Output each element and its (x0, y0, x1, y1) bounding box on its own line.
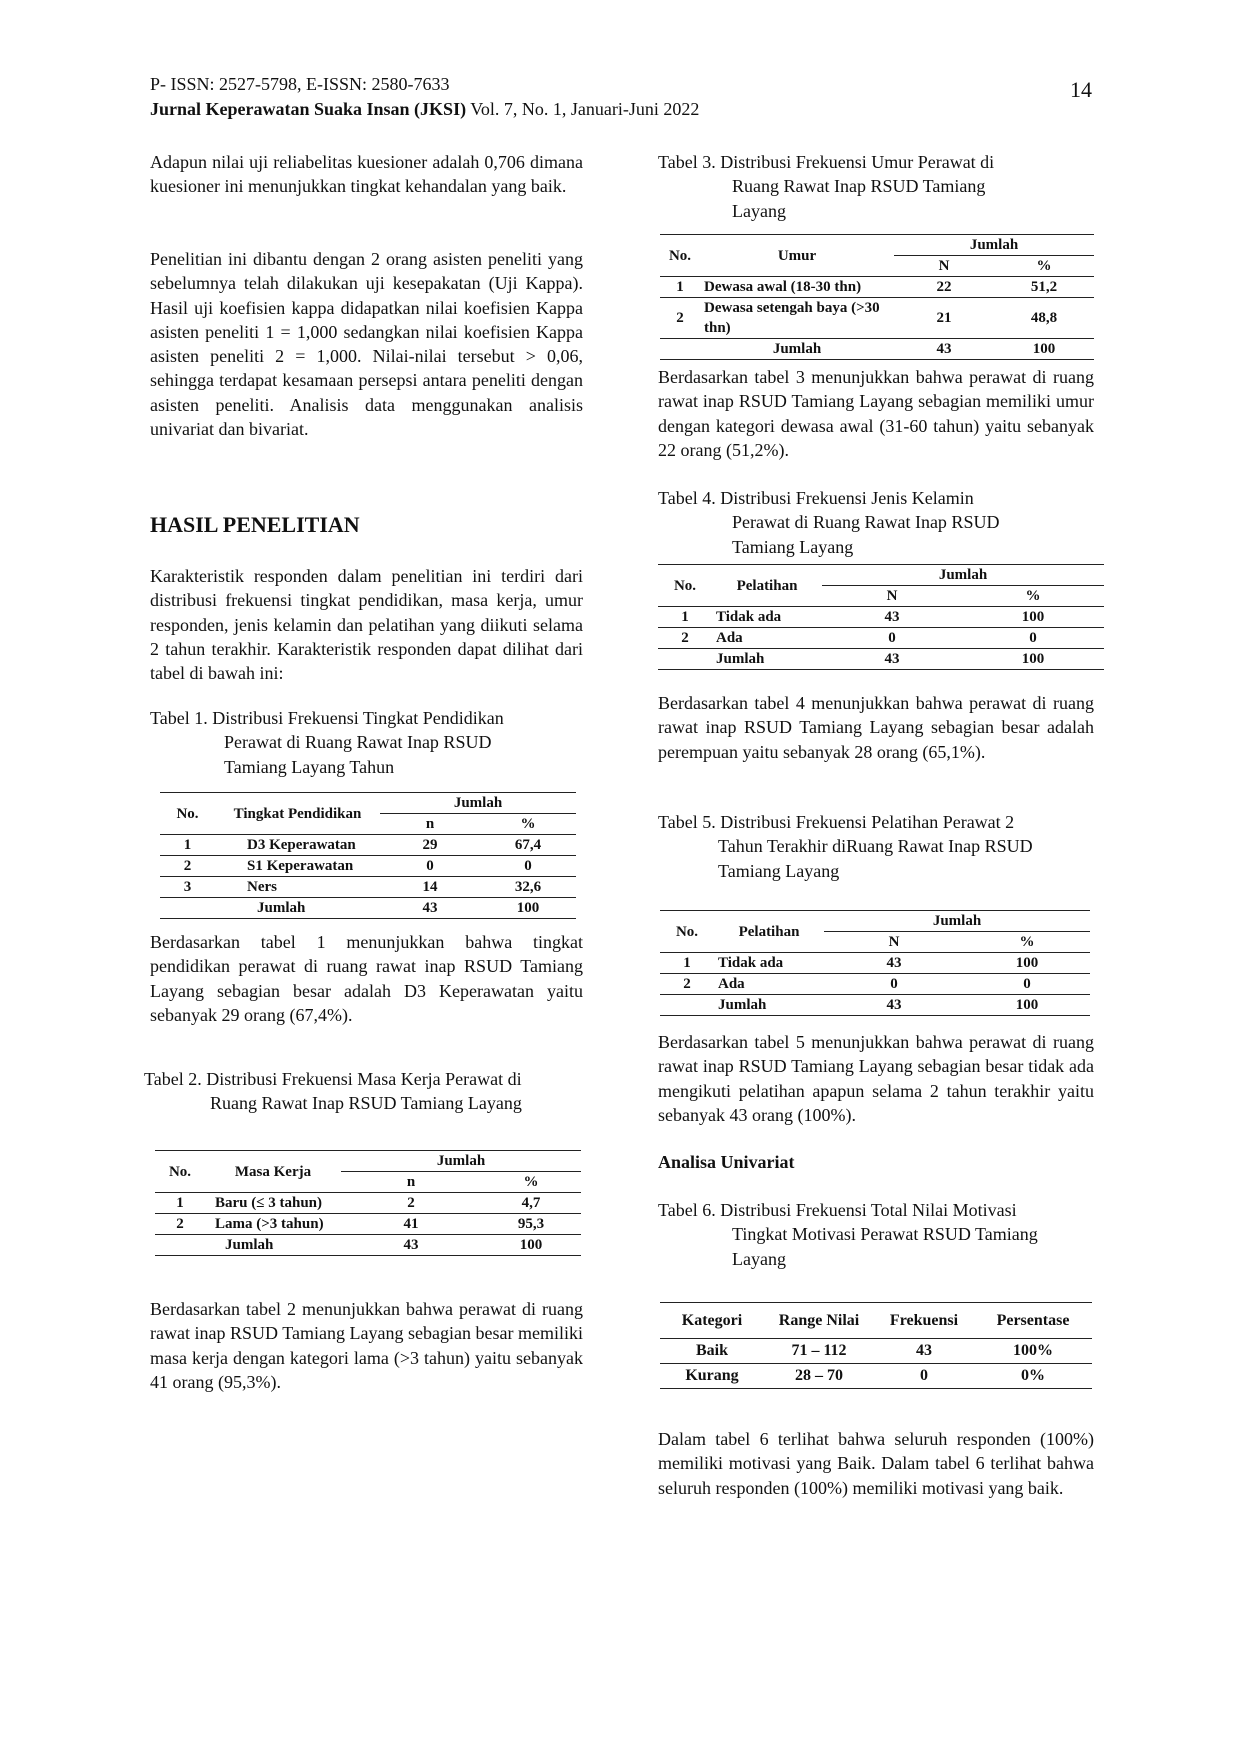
th-jumlah: Jumlah (894, 235, 1094, 256)
paragraph-kappa: Penelitian ini dibantu dengan 2 orang asisten peneliti yang sebelumnya telah dilakukan uji kesepakatan (Uji Kappa). Hasil uji koefisien kappa didapatkan nilai koefisien Kappa asisten peneliti 1 = 1,000 sedangkan nilai koefisien Kappa asisten peneliti 2 = 1,000. Nilai-nilai tersebut > 0,06, sehingga terdapat kesamaan persepsi antara peneliti dengan asisten peneliti. Analisis data menggunakan analisis univariat dan bivariat. (150, 249, 583, 440)
table-row: 1 Dewasa awal (18-30 thn) 22 51,2 (660, 277, 1094, 298)
table-row: 1 Tidak ada 43 100 (660, 953, 1090, 974)
table-row: 2 Lama (>3 tahun) 41 95,3 (155, 1214, 581, 1235)
th-category: Pelatihan (714, 911, 824, 953)
table4-caption: Tabel 4. Distribusi Frekuensi Jenis Kelamin Perawat di Ruang Rawat Inap RSUD Tamiang Layang (658, 488, 1000, 557)
paragraph-table6-summary: Dalam tabel 6 terlihat bahwa seluruh responden (100%) memiliki motivasi yang Baik. Dalam tabel 6 terlihat bahwa seluruh responden (100%) memiliki motivasi yang baik. (658, 1429, 1094, 1498)
th-no: No. (155, 1151, 205, 1193)
th-category: Tingkat Pendidikan (215, 793, 380, 835)
table4 (658, 564, 1104, 670)
table-total-row: Jumlah 43 100 (660, 995, 1090, 1016)
journal-title: Jurnal Keperawatan Suaka Insan (JKSI) (150, 99, 467, 119)
th-jumlah: Jumlah (822, 565, 1104, 586)
th-jumlah: Jumlah (341, 1151, 581, 1172)
table3 (660, 234, 1094, 360)
table-row: 2 Ada 0 0 (658, 628, 1104, 649)
table-row: Kurang 28 – 70 0 0% (660, 1364, 1092, 1389)
paragraph-table5-summary: Berdasarkan tabel 5 menunjukkan bahwa perawat di ruang rawat inap RSUD Tamiang Layang sebagian besar tidak ada mengikuti pelatihan apapun selama 2 tahun terakhir yaitu sebanyak 43 orang (100%). (658, 1032, 1094, 1125)
th-kategori: Kategori (660, 1303, 764, 1339)
paragraph-table1-summary: Berdasarkan tabel 1 menunjukkan bahwa tingkat pendidikan perawat di ruang rawat inap RSUD Tamiang Layang sebagian besar adalah D3 Keperawatan yaitu sebanyak 29 orang (67,4%). (150, 932, 583, 1025)
table2-caption: Tabel 2. Distribusi Frekuensi Masa Kerja Perawat di Ruang Rawat Inap RSUD Tamiang Layang (144, 1069, 522, 1114)
th-no: No. (660, 235, 700, 277)
table-total-row: Jumlah 43 100 (660, 339, 1094, 360)
table-row: 1 D3 Keperawatan 29 67,4 (160, 835, 576, 856)
table6-caption: Tabel 6. Distribusi Frekuensi Total Nilai Motivasi Tingkat Motivasi Perawat RSUD Tamiang Layang (658, 1200, 1038, 1269)
table-row: 3 Ners 14 32,6 (160, 877, 576, 898)
paragraph-table4-summary: Berdasarkan tabel 4 menunjukkan bahwa perawat di ruang rawat inap RSUD Tamiang Layang sebagian besar adalah perempuan yaitu sebanyak 28 orang (65,1%). (658, 693, 1094, 762)
paragraph-table3-summary: Berdasarkan tabel 3 menunjukkan bahwa perawat di ruang rawat inap RSUD Tamiang Layang sebagian memiliki umur dengan kategori dewasa awal (31-60 tahun) yaitu sebanyak 22 orang (51,2%). (658, 367, 1094, 460)
th-pct: % (964, 932, 1090, 953)
th-n: n (380, 814, 480, 835)
table1-caption: Tabel 1. Distribusi Frekuensi Tingkat Pendidikan Perawat di Ruang Rawat Inap RSUD Tamiang Layang Tahun (150, 708, 504, 777)
th-pct: % (994, 256, 1094, 277)
th-frekuensi: Frekuensi (874, 1303, 974, 1339)
th-range: Range Nilai (764, 1303, 874, 1339)
issn-line: P- ISSN: 2527-5798, E-ISSN: 2580-7633 (150, 74, 450, 94)
th-category: Pelatihan (712, 565, 822, 607)
th-n: N (822, 586, 962, 607)
table-row: 1 Tidak ada 43 100 (658, 607, 1104, 628)
table2 (155, 1150, 581, 1256)
th-category: Umur (700, 235, 894, 277)
table3-caption: Tabel 3. Distribusi Frekuensi Umur Perawat di Ruang Rawat Inap RSUD Tamiang Layang (658, 152, 995, 221)
table-total-row: Jumlah 43 100 (155, 1235, 581, 1256)
table1 (160, 792, 576, 919)
th-jumlah: Jumlah (824, 911, 1090, 932)
subheading-analisa-univariat: Analisa Univariat (658, 1152, 795, 1172)
table5-caption: Tabel 5. Distribusi Frekuensi Pelatihan Perawat 2 Tahun Terakhir diRuang Rawat Inap RSUD Tamiang Layang (658, 812, 1033, 881)
th-pct: % (962, 586, 1104, 607)
table-row: 1 Baru (≤ 3 tahun) 2 4,7 (155, 1193, 581, 1214)
paragraph-reliability: Adapun nilai uji reliabelitas kuesioner adalah 0,706 dimana kuesioner ini menunjukkan tingkat kehandalan yang baik. (150, 152, 583, 197)
page-number: 14 (1070, 77, 1092, 102)
table-total-row: Jumlah 43 100 (160, 898, 576, 919)
journal-volume: Vol. 7, No. 1, Januari-Juni 2022 (466, 99, 700, 119)
th-n: N (894, 256, 994, 277)
table-row: 2 Dewasa setengah baya (>30 thn) 21 48,8 (660, 298, 1094, 339)
th-category: Masa Kerja (205, 1151, 341, 1193)
table-total-row: Jumlah 43 100 (658, 649, 1104, 670)
table-row: 2 Ada 0 0 (660, 974, 1090, 995)
th-no: No. (160, 793, 215, 835)
table6 (660, 1302, 1092, 1389)
th-no: No. (660, 911, 714, 953)
th-persentase: Persentase (974, 1303, 1092, 1339)
journal-line (150, 99, 699, 120)
table5 (660, 910, 1090, 1016)
section-heading-hasil: HASIL PENELITIAN (150, 512, 360, 537)
th-jumlah: Jumlah (380, 793, 576, 814)
th-no: No. (658, 565, 712, 607)
th-pct: % (481, 1172, 581, 1193)
th-n: n (341, 1172, 481, 1193)
table-row: Baik 71 – 112 43 100% (660, 1339, 1092, 1364)
table-row: 2 S1 Keperawatan 0 0 (160, 856, 576, 877)
th-n: N (824, 932, 964, 953)
paragraph-karakteristik: Karakteristik responden dalam penelitian ini terdiri dari distribusi frekuensi tingkat pendidikan, masa kerja, umur responden, jenis kelamin dan pelatihan yang diikuti selama 2 tahun terakhir. Karakteristik responden dapat dilihat dari tabel di bawah ini: (150, 566, 583, 684)
paragraph-table2-summary: Berdasarkan tabel 2 menunjukkan bahwa perawat di ruang rawat inap RSUD Tamiang Layang sebagian besar memiliki masa kerja dengan kategori lama (>3 tahun) yaitu sebanyak 41 orang (95,3%). (150, 1299, 583, 1392)
th-pct: % (480, 814, 576, 835)
